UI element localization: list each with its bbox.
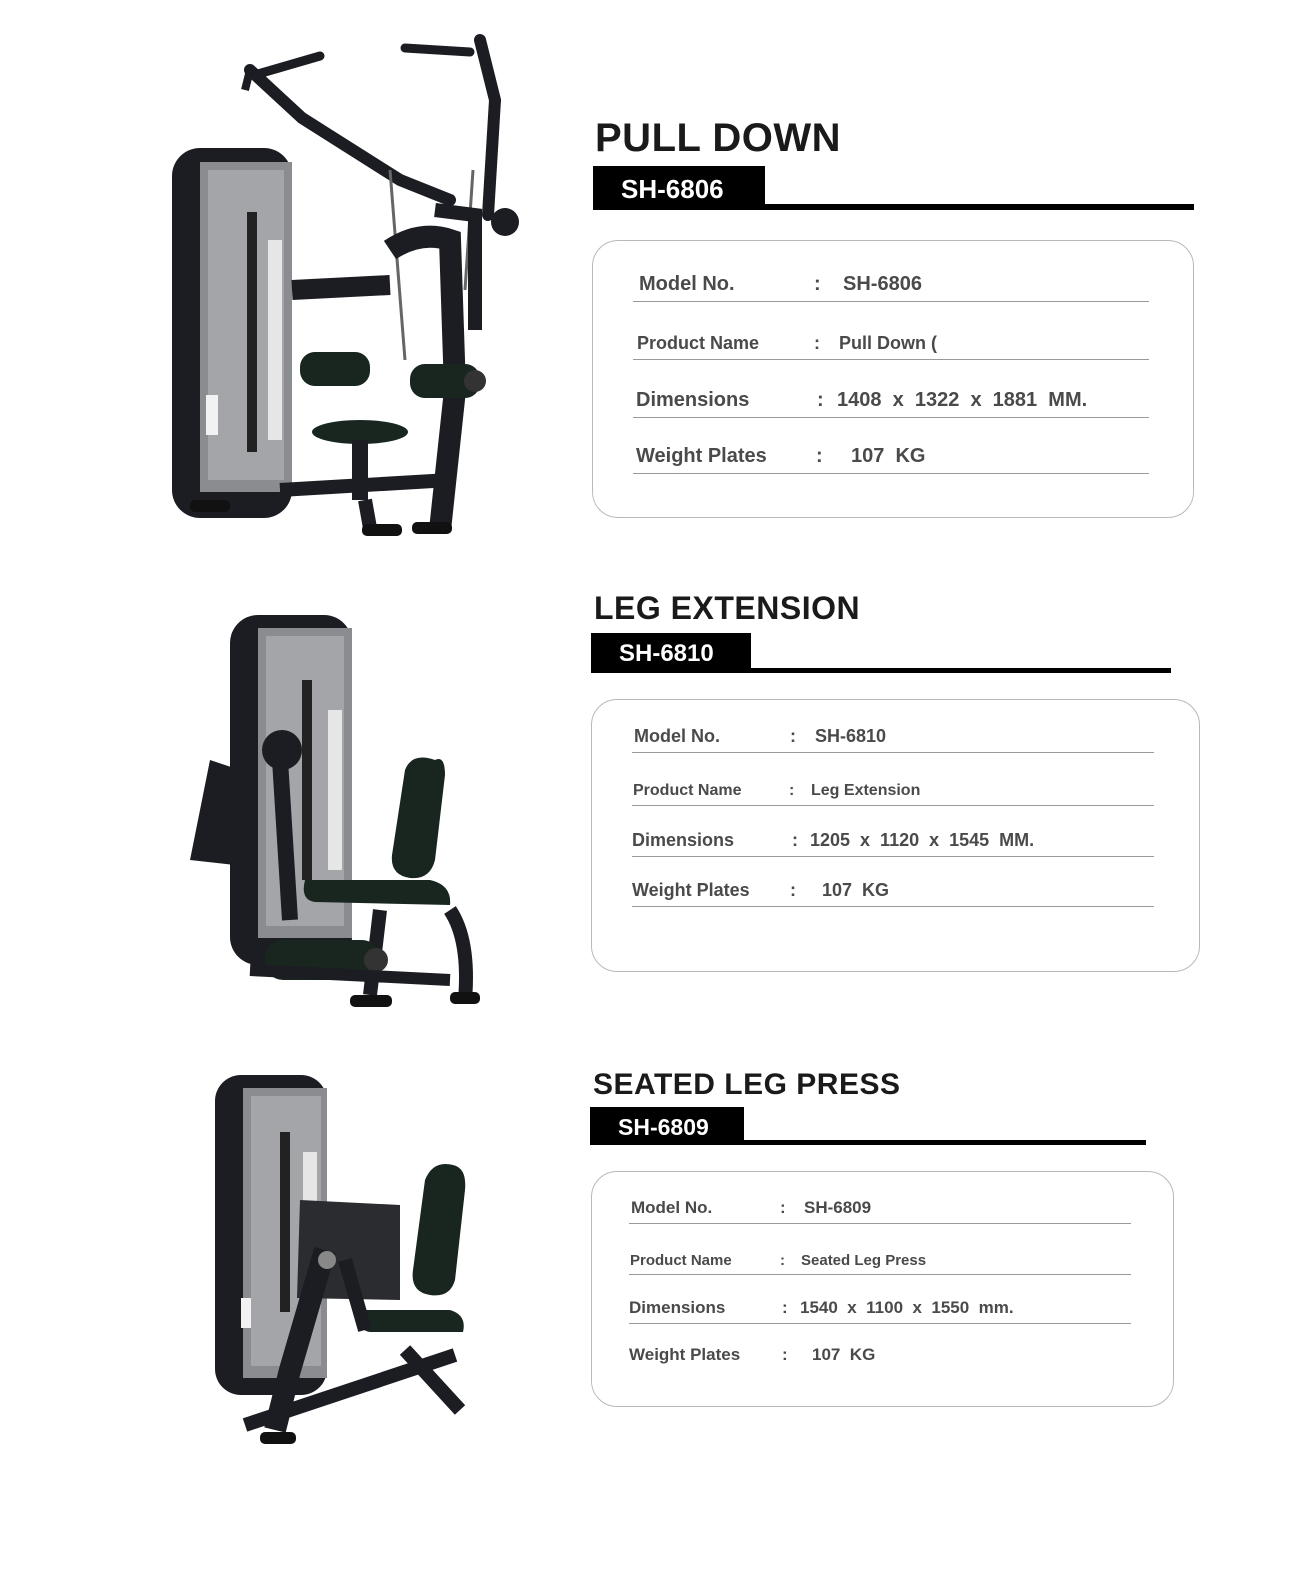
spec-row-model-no <box>633 271 1149 302</box>
model-bar <box>590 1107 1146 1145</box>
spec-box <box>592 240 1194 518</box>
model-rule <box>593 204 1194 210</box>
spec-value: SH-6810 <box>815 726 887 746</box>
spec-value: 107 KG <box>822 880 890 900</box>
spec-value: Leg Extension <box>811 782 921 799</box>
leg-extension-machine-image <box>180 610 490 1010</box>
spec-value: SH-6809 <box>804 1198 872 1217</box>
spec-label: Dimensions <box>629 1298 726 1317</box>
spec-label: Model No. <box>634 726 720 746</box>
spec-label: Model No. <box>639 273 735 295</box>
spec-row-weight-plates <box>629 1340 1131 1370</box>
product-seated-leg-press <box>0 1030 1300 1500</box>
model-badge: SH-6809 <box>590 1107 744 1145</box>
spec-value: 1205 x 1120 x 1545 MM. <box>810 830 1035 850</box>
spec-separator: : <box>790 726 796 746</box>
spec-label: Dimensions <box>636 389 750 411</box>
product-title: PULL DOWN <box>595 116 841 160</box>
spec-separator: : <box>789 782 795 799</box>
spec-separator: : <box>780 1198 786 1217</box>
product-pull-down <box>0 0 1300 560</box>
model-badge: SH-6810 <box>591 633 751 673</box>
spec-row-dimensions <box>629 1293 1131 1324</box>
spec-label: Product Name <box>633 782 742 799</box>
model-bar <box>593 166 1194 210</box>
spec-value: Pull Down ( <box>839 333 937 353</box>
spec-row-model-no <box>632 722 1154 753</box>
spec-separator: : <box>780 1252 785 1269</box>
spec-separator: : <box>814 333 820 353</box>
spec-row-product-name <box>632 775 1154 806</box>
spec-label: Weight Plates <box>636 445 767 467</box>
spec-value: 1408 x 1322 x 1881 MM. <box>837 389 1088 411</box>
spec-value: 107 KG <box>851 445 926 467</box>
spec-separator: : <box>790 880 796 900</box>
spec-separator: : <box>792 830 798 850</box>
spec-label: Weight Plates <box>632 880 750 900</box>
spec-value: 107 KG <box>812 1345 876 1364</box>
spec-value: SH-6806 <box>843 273 922 295</box>
spec-label: Product Name <box>637 333 760 353</box>
spec-row-weight-plates <box>633 443 1149 474</box>
spec-box <box>591 1171 1174 1407</box>
model-rule <box>590 1140 1146 1145</box>
spec-separator: : <box>817 389 824 411</box>
spec-row-product-name <box>633 329 1149 360</box>
spec-row-weight-plates <box>632 876 1154 907</box>
product-title: LEG EXTENSION <box>594 590 861 626</box>
pull-down-machine-image <box>150 30 530 550</box>
spec-row-dimensions <box>632 826 1154 857</box>
spec-box <box>591 699 1200 972</box>
spec-row-dimensions <box>633 387 1149 418</box>
model-rule <box>591 668 1171 673</box>
spec-label: Model No. <box>631 1198 713 1217</box>
product-leg-extension <box>0 560 1300 1030</box>
seated-leg-press-machine-image <box>205 1070 485 1465</box>
spec-row-product-name <box>629 1244 1131 1275</box>
spec-separator: : <box>782 1345 788 1364</box>
spec-value: Seated Leg Press <box>801 1252 927 1269</box>
model-bar <box>591 633 1171 673</box>
spec-label: Product Name <box>630 1252 732 1269</box>
spec-value: 1540 x 1100 x 1550 mm. <box>800 1298 1014 1317</box>
spec-row-model-no <box>629 1193 1131 1224</box>
spec-separator: : <box>814 273 821 295</box>
spec-separator: : <box>816 445 823 467</box>
product-title: SEATED LEG PRESS <box>593 1068 901 1101</box>
spec-label: Dimensions <box>632 830 735 850</box>
spec-separator: : <box>782 1298 788 1317</box>
model-badge: SH-6806 <box>593 166 765 210</box>
spec-label: Weight Plates <box>629 1345 741 1364</box>
